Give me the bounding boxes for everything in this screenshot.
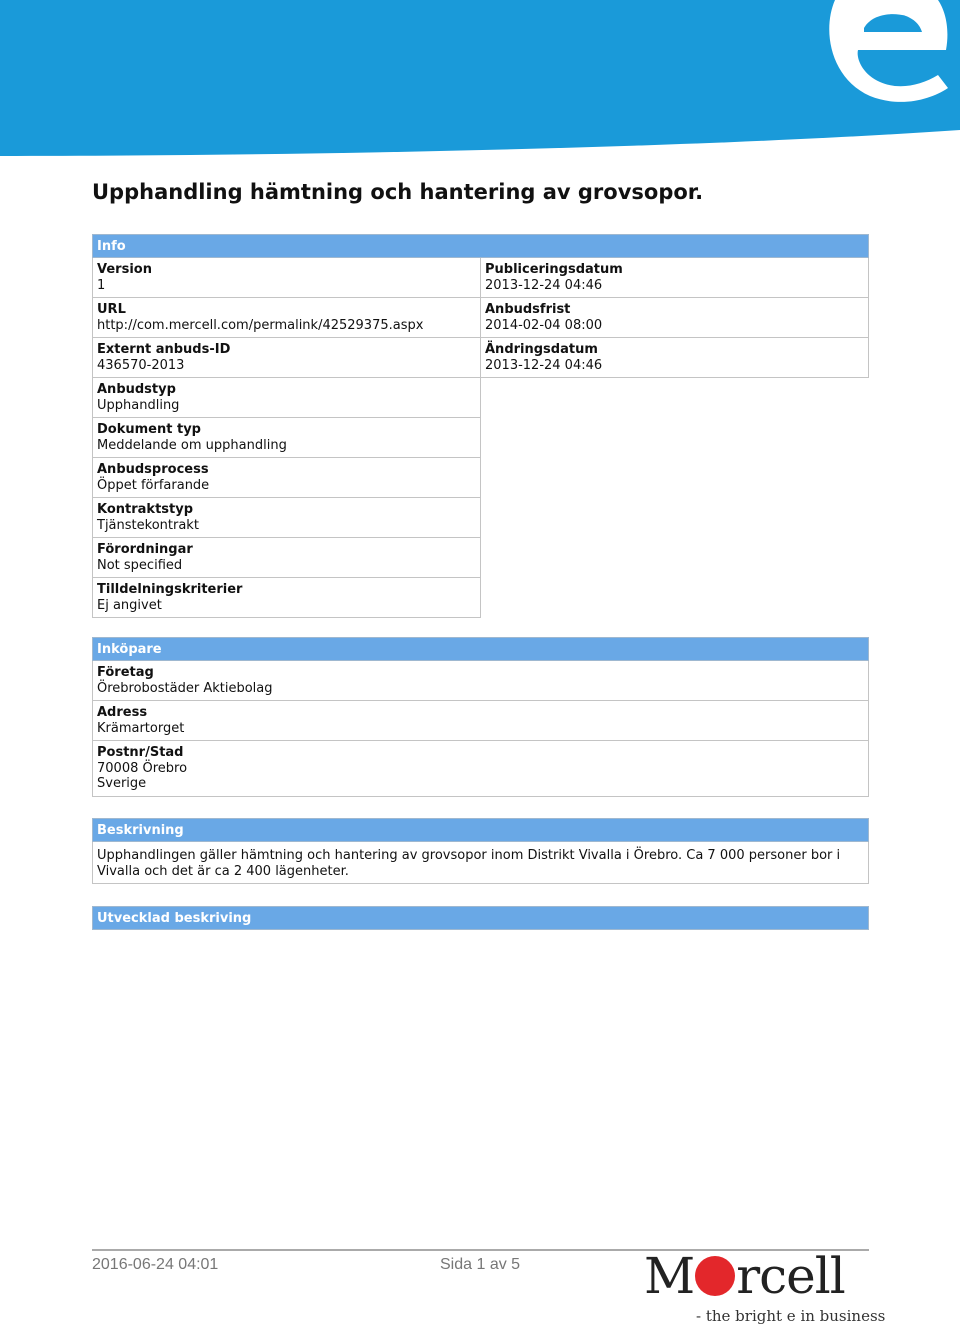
- buyer-company-field: Företag Örebrobostäder Aktiebolag: [92, 661, 869, 701]
- info-field: Förordningar Not specified: [92, 538, 481, 578]
- brand-tagline: - the bright e in business: [696, 1307, 886, 1325]
- info-field: Anbudsprocess Öppet förfarande: [92, 458, 481, 498]
- info-field: Publiceringsdatum 2013-12-24 04:46: [480, 258, 869, 298]
- info-field: Anbudsfrist 2014-02-04 08:00: [480, 298, 869, 338]
- footer-page-number: Sida 1 av 5: [440, 1256, 521, 1273]
- banner-graphic: [0, 0, 960, 170]
- description-text: Upphandlingen gäller hämtning och hantering av grovsopor inom Distrikt Vivalla i Örebro. Ca 7 000 personer bor i Vivalla och det är ca 2 400 lägenheter.: [92, 842, 869, 884]
- buyer-header: Inköpare: [92, 637, 869, 661]
- info-right-column: [480, 258, 869, 378]
- info-field: Version 1: [92, 258, 481, 298]
- footer-date: 2016-06-24 04:01: [92, 1256, 219, 1273]
- buyer-section: [92, 637, 869, 797]
- info-field: Ändringsdatum 2013-12-24 04:46: [480, 338, 869, 378]
- buyer-address-field: Adress Krämartorget: [92, 701, 869, 741]
- info-field: Externt anbuds-ID 436570-2013: [92, 338, 481, 378]
- red-e-icon: [695, 1256, 735, 1296]
- extended-description-header: Utvecklad beskriving: [92, 906, 869, 930]
- info-header: Info: [92, 234, 869, 258]
- info-field: Tilldelningskriterier Ej angivet: [92, 578, 481, 618]
- permalink-link[interactable]: http://com.mercell.com/permalink/42529375.aspx: [97, 317, 424, 333]
- description-section: [92, 818, 869, 884]
- info-field: Dokument typ Meddelande om upphandling: [92, 418, 481, 458]
- description-header: Beskrivning: [92, 818, 869, 842]
- info-field: Anbudstyp Upphandling: [92, 378, 481, 418]
- mercell-logo: [644, 1247, 886, 1329]
- info-field: Kontraktstyp Tjänstekontrakt: [92, 498, 481, 538]
- page-title: Upphandling hämtning och hantering av grovsopor.: [92, 180, 704, 204]
- mercell-wordmark: M rcell: [644, 1247, 845, 1305]
- info-section: [92, 234, 869, 614]
- info-field-url: URL http://com.mercell.com/permalink/42529375.aspx: [92, 298, 481, 338]
- top-banner: [0, 0, 960, 170]
- info-left-column: [92, 258, 481, 618]
- extended-description-section: [92, 906, 869, 930]
- buyer-postal-field: Postnr/Stad 70008 Örebro Sverige: [92, 741, 869, 797]
